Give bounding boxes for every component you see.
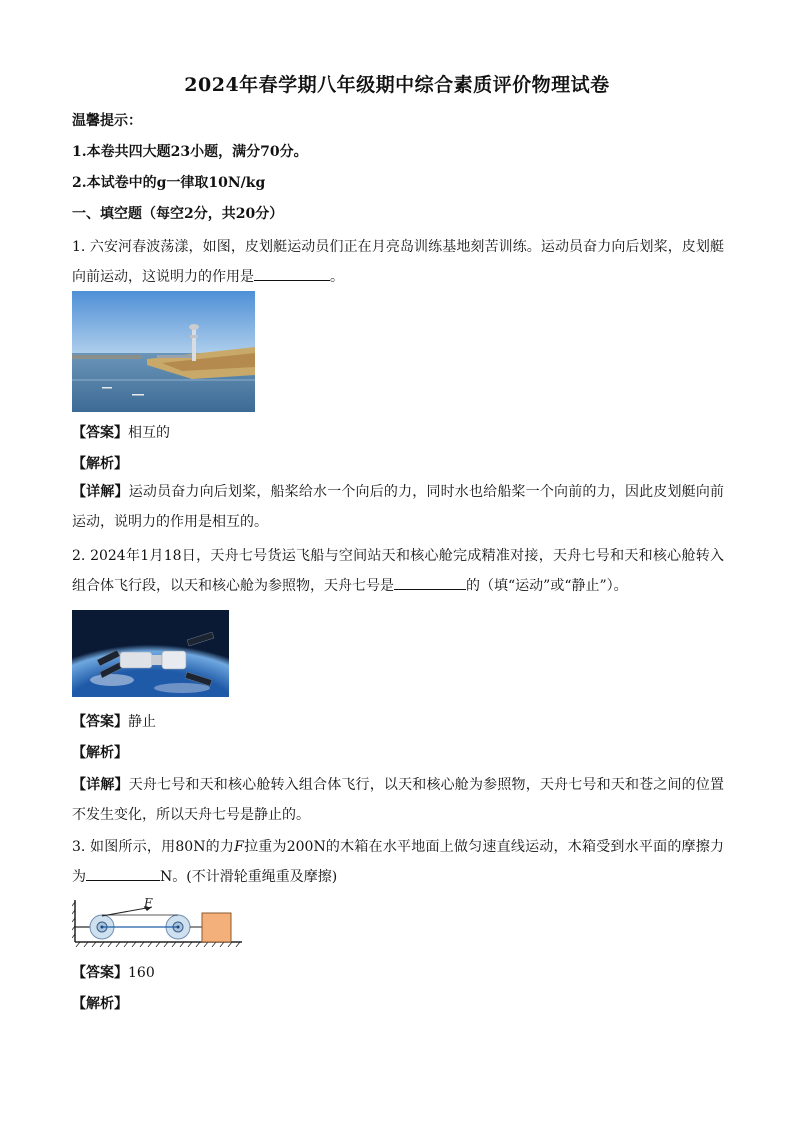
answer-blank xyxy=(86,866,160,881)
question-1-text-end: 。 xyxy=(330,269,344,285)
question-2 xyxy=(72,541,724,601)
force-label: F xyxy=(144,896,153,910)
question-3-answer: 【答案】160 xyxy=(72,965,155,981)
question-2-detail: 【详解】天舟七号和天和核心舱转入组合体飞行，以天和核心舱为参照物，天舟七号和天和苍之间的位置不发生变化，所以天舟七号是静止的。 xyxy=(72,777,725,823)
page-title: 2024年春学期八年级期中综合素质评价物理试卷 xyxy=(184,74,610,96)
answer-blank xyxy=(254,266,330,281)
tips-line-1: 1.本卷共四大题23小题，满分70分。 xyxy=(72,144,308,160)
question-1-answer: 【答案】相互的 xyxy=(72,425,170,441)
question-1 xyxy=(72,232,724,292)
question-1-detail: 【详解】运动员奋力向后划桨，船桨给水一个向后的力，同时水也给船桨一个向前的力，因此皮划艇向前运动，说明力的作用是相互的。 xyxy=(72,484,725,530)
section-heading-fill-blank: 一、填空题（每空2分，共20分） xyxy=(72,206,284,222)
force-symbol: F xyxy=(234,839,244,855)
question-3-analysis: 【解析】 xyxy=(72,996,128,1012)
question-2-text: 2. 2024年1月18日，天舟七号货运飞船与空间站天和核心舱完成精准对接，天舟七号和天和核心舱转入组合体飞行段，以天和核心舱为参照物，天舟七号是 xyxy=(72,548,724,594)
question-2-text-end: 的（填“运动”或“静止”）。 xyxy=(466,578,628,594)
rowing-lake-photo xyxy=(72,291,255,412)
tips-heading: 温馨提示： xyxy=(72,113,142,129)
question-1-analysis: 【解析】 xyxy=(72,456,128,472)
space-station-docking-photo xyxy=(72,610,229,697)
question-2-analysis: 【解析】 xyxy=(72,745,128,761)
tips-line-2: 2.本试卷中的g一律取10N/kg xyxy=(72,175,266,191)
answer-blank xyxy=(394,575,466,590)
pulley-box-diagram xyxy=(72,896,244,948)
question-1-text: 1. 六安河春波荡漾，如图，皮划艇运动员们正在月亮岛训练基地刻苦训练。运动员奋力向后划桨，皮划艇向前运动，这说明力的作用是 xyxy=(72,239,724,285)
question-2-answer: 【答案】静止 xyxy=(72,714,156,730)
question-3: 3. 如图所示，用80N的力F拉重为200N的木箱在水平地面上做匀速直线运动，木箱受到水平面的摩擦力为 N。(不计滑轮重绳重及摩擦) xyxy=(72,839,724,885)
